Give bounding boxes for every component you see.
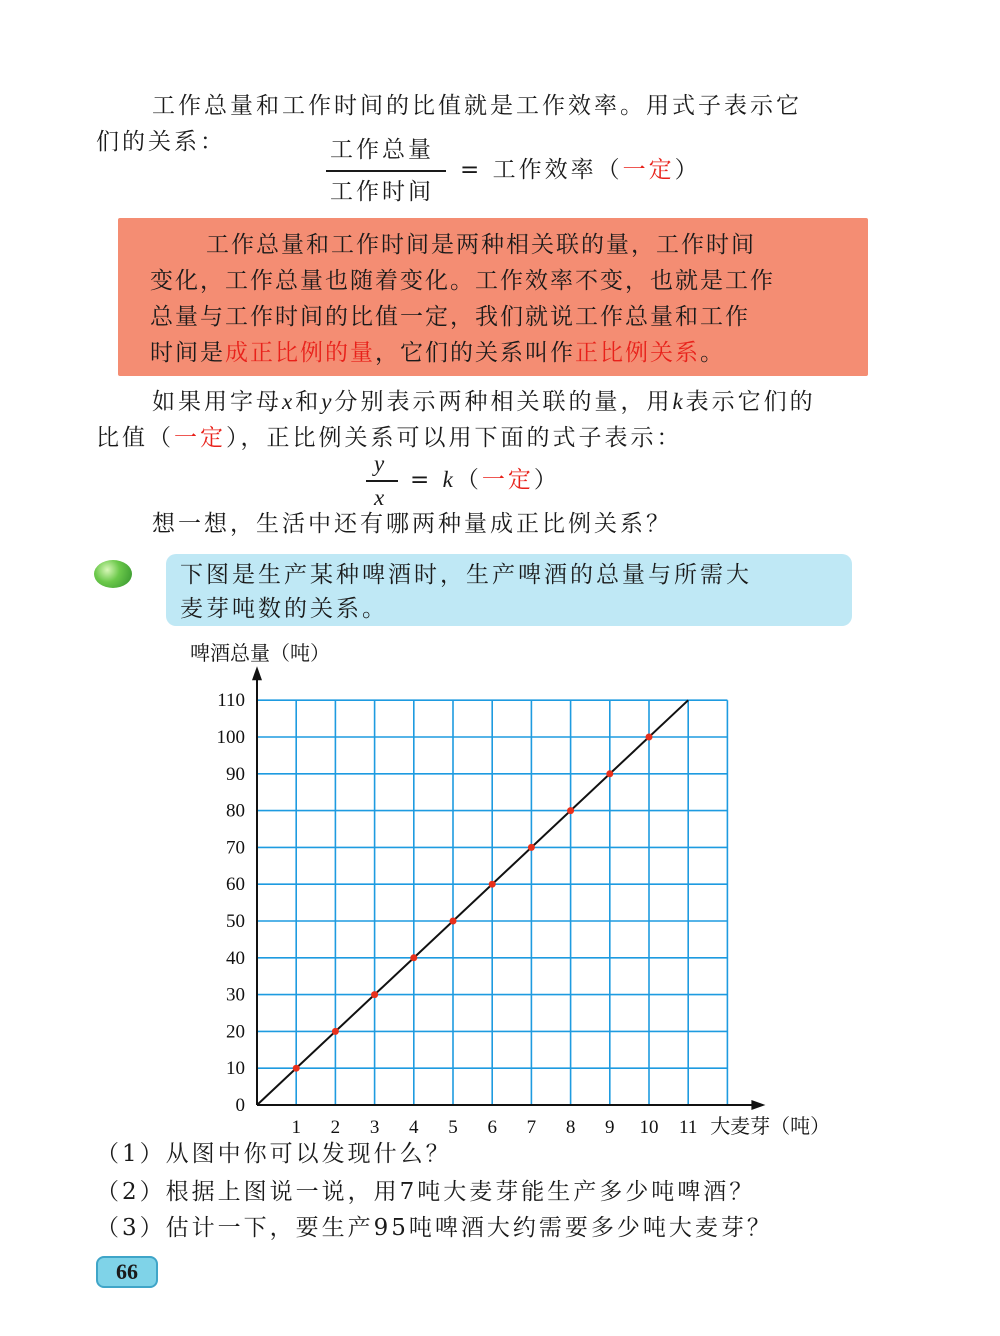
data-point [371,991,378,998]
definition-line-3: 总量与工作时间的比值一定，我们就说工作总量和工作 [150,304,750,330]
general-line-1 [152,384,816,420]
general-text: 如果用字母 [152,389,282,415]
y-tick-label: 0 [235,1095,245,1116]
data-point [489,881,496,888]
definition-box [118,218,868,376]
formula2-rhs [410,462,560,498]
general-constant: 一定 [174,425,226,451]
page-number: 66 [96,1256,158,1288]
data-point [410,954,417,961]
formula1-fraction-bar [326,170,446,172]
series-line [257,700,688,1105]
definition-text: 。 [700,340,725,366]
formula2-open: （ [455,467,482,493]
question-1: （1）从图中你可以发现什么？ [96,1141,452,1167]
question-2: （2）根据上图说一说，用7吨大麦芽能生产多少吨啤酒？ [96,1179,756,1205]
question-3: （3）估计一下，要生产95吨啤酒大约需要多少吨大麦芽？ [96,1215,773,1241]
data-point [293,1065,300,1072]
y-axis-arrow [252,666,262,680]
x-axis-label: 大麦芽（吨） [710,1114,831,1138]
y-tick-label: 50 [226,911,245,932]
y-tick-label: 90 [226,763,245,785]
x-tick-label: 4 [409,1117,419,1138]
x-tick-label: 5 [448,1117,458,1138]
x-tick-label: 11 [679,1117,698,1138]
intro-line-1: 工作总量和工作时间的比值就是工作效率。用式子表示它 [152,93,802,119]
term-proportional-quantities: 成正比例的量 [225,340,375,366]
y-tick-label: 30 [226,984,245,1006]
y-tick-label: 40 [226,947,245,969]
y-tick-label: 60 [226,874,245,896]
data-point [332,1028,339,1035]
x-tick-label: 3 [369,1117,380,1138]
general-text: 表示它们的 [685,389,816,415]
formula1-close: ） [674,157,701,183]
y-axis-label: 啤酒总量（吨） [190,641,330,665]
x-tick-label: 8 [565,1117,576,1138]
definition-text: 时间是 [150,340,225,366]
x-tick-label: 1 [291,1117,301,1138]
definition-text: ，它们的关系叫作 [375,340,575,366]
formula1-constant: 一定 [622,157,675,183]
general-line-2 [96,420,683,456]
example-box [166,554,852,626]
intro-line-2: 们的关系： [96,129,226,155]
x-tick-label: 7 [526,1117,537,1138]
green-bead-icon [94,560,132,588]
data-point [528,844,535,851]
formula1-equals: = 工作效率（ [460,157,623,183]
x-tick-label: 6 [487,1117,497,1138]
data-point [646,734,653,741]
formula2-constant: 一定 [481,467,534,493]
y-tick-label: 100 [216,727,245,748]
formula2-close: ） [533,467,560,493]
var-k: k [672,389,686,414]
y-tick-label: 10 [226,1058,245,1080]
y-tick-label: 110 [217,690,245,712]
formula2-equals: = [410,467,433,493]
x-tick-label: 9 [605,1117,615,1138]
general-text: 分别表示两种相关联的量，用 [334,389,673,415]
x-tick-label: 2 [330,1117,341,1138]
general-text: ），正比例关系可以用下面的式子表示： [226,425,683,451]
example-line-1: 下图是生产某种啤酒时，生产啤酒的总量与所需大 [180,562,752,588]
think-prompt: 想一想，生活中还有哪两种量成正比例关系？ [152,511,672,537]
definition-line-4 [150,334,725,367]
y-tick-label: 80 [226,800,245,822]
definition-line-2: 变化，工作总量也随着变化。工作效率不变，也就是工作 [150,268,775,294]
term-proportional-relation: 正比例关系 [575,340,700,366]
var-y: y [321,389,335,414]
var-x: x [282,389,296,414]
formula1-rhs [460,152,701,188]
data-point [606,770,613,777]
formula1-numerator: 工作总量 [330,137,434,163]
x-tick-label: 10 [639,1117,659,1138]
formula2-numerator: y [374,451,388,476]
x-axis-arrow [751,1100,765,1110]
proportion-chart [0,630,1000,1140]
data-point [450,918,457,925]
y-tick-label: 20 [226,1021,245,1043]
general-text: 比值（ [96,425,174,451]
formula1-denominator: 工作时间 [330,179,434,205]
definition-line-1: 工作总量和工作时间是两种相关联的量，工作时间 [206,232,756,258]
data-point [567,807,574,814]
formula2-k: k [442,467,456,492]
example-line-2: 麦芽吨数的关系。 [180,596,388,622]
formula2-denominator: x [374,485,388,510]
general-text: 和 [295,389,322,415]
y-tick-label: 70 [226,837,245,859]
